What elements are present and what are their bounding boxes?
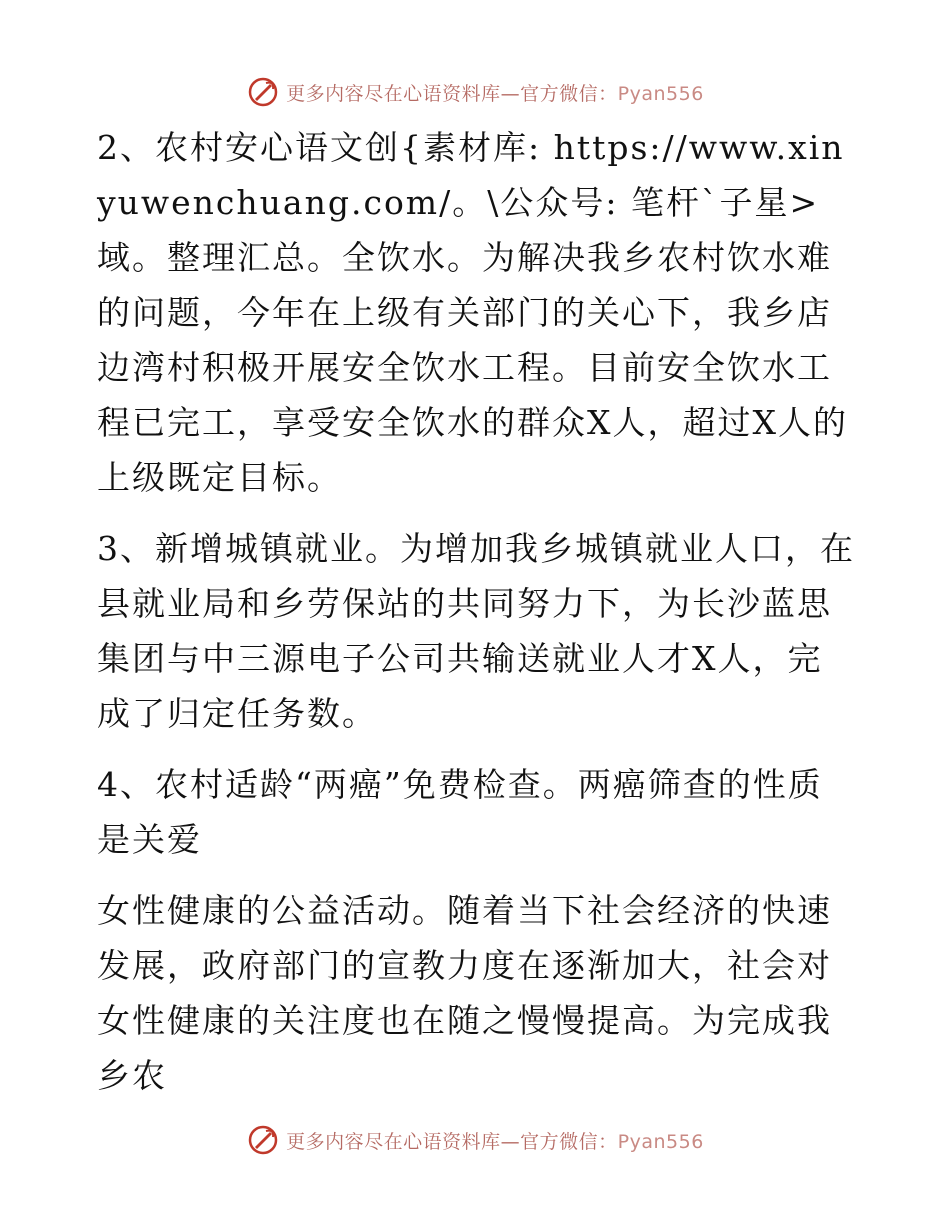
footer-wechat-id: Pyan556 [617, 1130, 704, 1153]
header-watermark-banner [0, 70, 950, 114]
paragraph-urban-employment: 3、新增城镇就业。为增加我乡城镇就业人口，在县就业局和乡劳保站的共同努力下，为长沙蓝思集团与中三源电子公司共输送就业人才X人，完成了归定任务数。 [97, 529, 855, 733]
header-wechat-id: Pyan556 [617, 82, 704, 105]
quill-logo-icon [246, 75, 280, 109]
header-banner-text: 更多内容尽在心语资料库—官方微信：Pyan556 [286, 82, 704, 105]
footer-watermark-banner [0, 1118, 950, 1162]
document-body [97, 120, 857, 1103]
paragraph-two-cancers-check: 4、农村适龄“两癌”免费检查。两癌筛查的性质是关爱 [97, 765, 823, 859]
paragraph-safe-water: 2、农村安心语文创{素材库: https://www.xinyuwenchuang.com/。\公众号: 笔杆`子星>域。整理汇总。全饮水。为解决我乡农村饮水难的问题，今年在上级有关部门的关心下，我乡店边湾村积极开展安全饮水工程。目前安全饮水工程已完工，享受安全饮水的群众X人，超过X人的上级既定目标。 [97, 128, 848, 497]
quill-logo-icon [246, 1123, 280, 1157]
paragraph-women-health: 女性健康的公益活动。随着当下社会经济的快速发展，政府部门的宣教力度在逐渐加大，社会对女性健康的关注度也在随之慢慢提高。为完成我乡农 [97, 891, 832, 1095]
footer-banner-text: 更多内容尽在心语资料库—官方微信：Pyan556 [286, 1130, 704, 1153]
